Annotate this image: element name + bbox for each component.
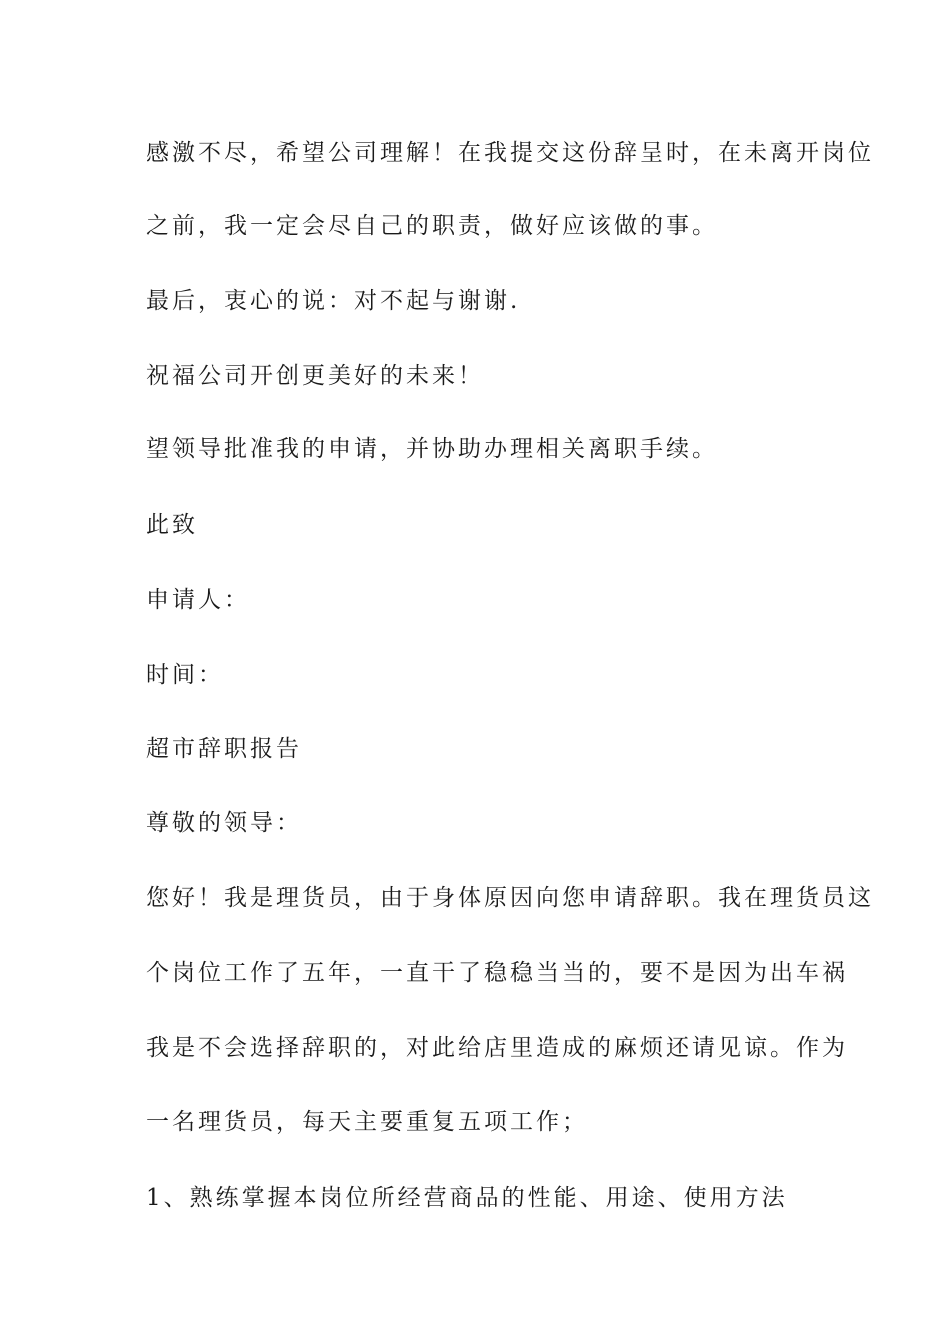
- paragraph-line: 感激不尽，希望公司理解！在我提交这份辞呈时，在未离开岗位: [146, 140, 874, 166]
- paragraph-line: 您好！我是理货员，由于身体原因向您申请辞职。我在理货员这: [146, 885, 874, 911]
- blessing-line: 祝福公司开创更美好的未来！: [146, 363, 484, 389]
- closing-remark: 最后，衷心的说：对不起与谢谢.: [146, 288, 521, 314]
- salutation: 尊敬的领导：: [146, 810, 302, 836]
- document-title: 超市辞职报告: [146, 736, 302, 762]
- salutation-closing: 此致: [146, 512, 198, 538]
- applicant-label: 申请人：: [146, 587, 250, 613]
- paragraph-line: 个岗位工作了五年，一直干了稳稳当当的，要不是因为出车祸: [146, 960, 848, 986]
- request-line: 望领导批准我的申请，并协助办理相关离职手续。: [146, 436, 718, 462]
- paragraph-line: 之前，我一定会尽自己的职责，做好应该做的事。: [146, 213, 718, 239]
- date-label: 时间：: [146, 662, 224, 688]
- paragraph-line: 一名理货员，每天主要重复五项工作；: [146, 1109, 588, 1135]
- list-item: 1、熟练掌握本岗位所经营商品的性能、用途、使用方法: [146, 1185, 788, 1211]
- paragraph-line: 我是不会选择辞职的，对此给店里造成的麻烦还请见谅。作为: [146, 1035, 848, 1061]
